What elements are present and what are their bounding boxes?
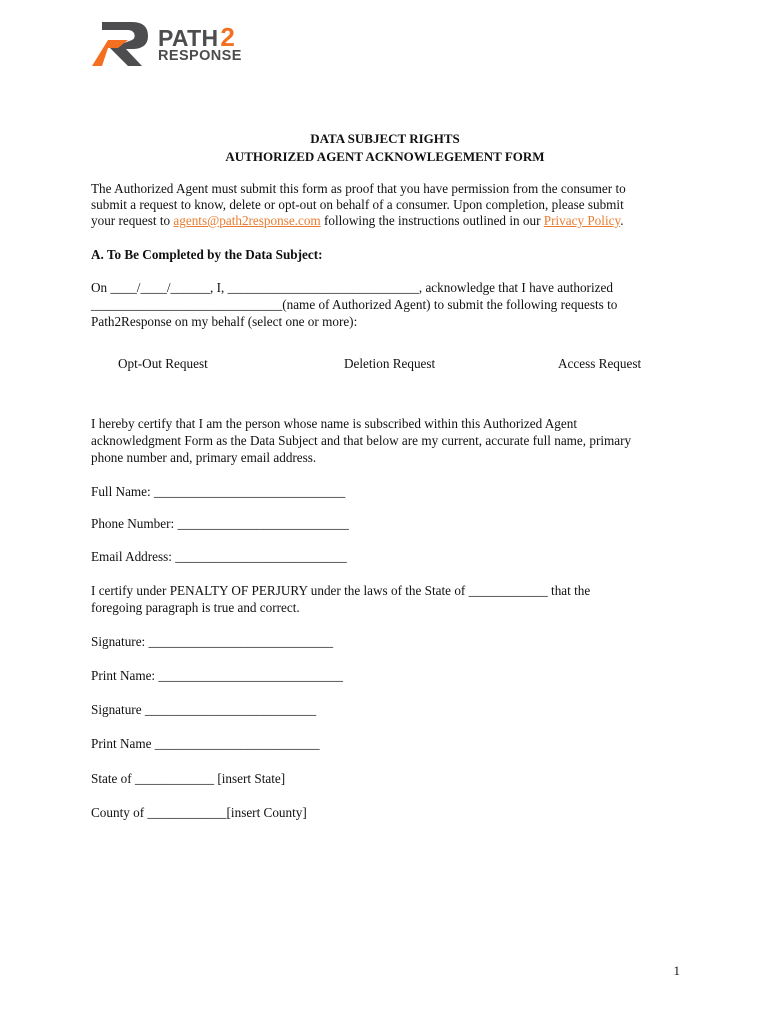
form-title-line2: AUTHORIZED AGENT ACKNOWLEGEMENT FORM <box>225 149 545 164</box>
full-name-field[interactable]: Full Name: _____________________________ <box>91 484 346 499</box>
notary-print-name-field[interactable]: Print Name _________________________ <box>91 736 320 751</box>
perjury-line2: foregoing paragraph is true and correct. <box>91 600 300 615</box>
section-a-line1: On ____/____/______, I, _____________________________, acknowledge that I have authorized <box>91 280 613 295</box>
state-field[interactable]: State of ____________ [insert State] <box>91 771 286 786</box>
form-title-line1: DATA SUBJECT RIGHTS <box>310 131 460 146</box>
page-number: 1 <box>673 963 680 978</box>
agents-email-link[interactable]: agents@path2response.com <box>173 213 321 228</box>
logo-mark-icon <box>88 18 154 68</box>
email-address-field[interactable]: Email Address: __________________________ <box>91 549 347 564</box>
perjury-line1: I certify under PENALTY OF PERJURY under the laws of the State of ____________ that the <box>91 583 591 598</box>
access-request-option[interactable]: Access Request <box>558 356 642 371</box>
privacy-policy-link[interactable]: Privacy Policy <box>543 213 621 228</box>
opt-out-request-option[interactable]: Opt-Out Request <box>118 356 208 371</box>
print-name-field[interactable]: Print Name: ____________________________ <box>91 668 344 683</box>
certify-line2: acknowledgment Form as the Data Subject and that below are my current, accurate full name, primary <box>91 433 632 448</box>
county-field[interactable]: County of ____________[insert County] <box>91 805 307 820</box>
notary-signature-field[interactable]: Signature __________________________ <box>91 702 317 717</box>
signature-field[interactable]: Signature: ____________________________ <box>91 634 334 649</box>
intro-line1: The Authorized Agent must submit this form as proof that you have permission from the consumer to <box>91 181 626 196</box>
section-a-line3: Path2Response on my behalf (select one or more): <box>91 314 358 329</box>
section-a-heading: A. To Be Completed by the Data Subject: <box>91 247 323 262</box>
certify-line1: I hereby certify that I am the person whose name is subscribed within this Authorized Agent <box>91 416 577 431</box>
certify-line3: phone number and, primary email address. <box>91 450 317 465</box>
section-a-line2: _____________________________(name of Authorized Agent) to submit the following requests to <box>91 297 618 312</box>
intro-line2: submit a request to know, delete or opt-out on behalf of a consumer. Upon completion, please submit <box>91 197 624 212</box>
intro-line3: your request to agents@path2response.com following the instructions outlined in our Privacy Policy. <box>91 213 624 228</box>
path2response-logo: PATH2 RESPONSE <box>88 18 258 70</box>
deletion-request-option[interactable]: Deletion Request <box>344 356 436 371</box>
phone-number-field[interactable]: Phone Number: __________________________ <box>91 516 349 531</box>
